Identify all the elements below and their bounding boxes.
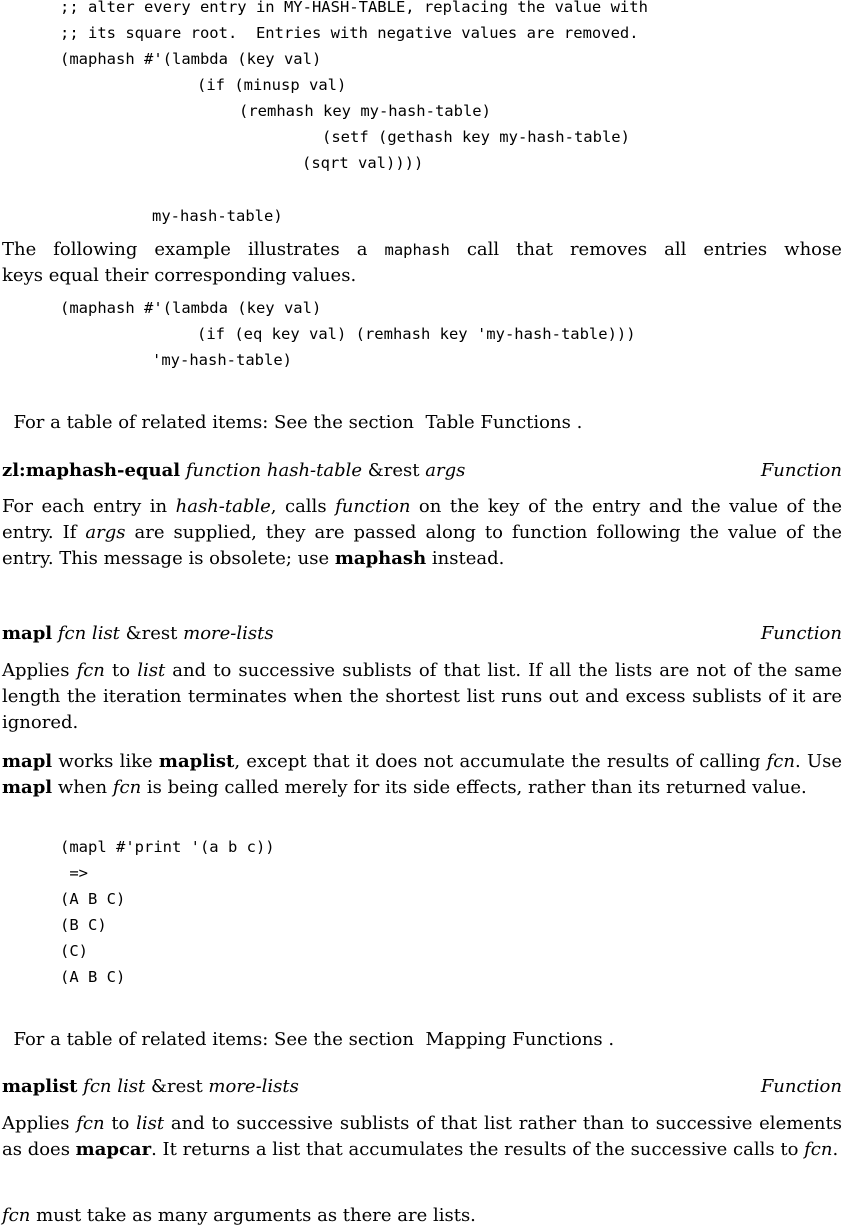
- code-line: (if (eq key val) (remhash key 'my-hash-table))): [197, 325, 636, 343]
- related-items-line: [2, 384, 582, 436]
- code-line: (if (minusp val): [197, 76, 347, 94]
- function-name: zl:maphash-equal: [2, 460, 181, 481]
- section-link-table-functions[interactable]: Table Functions: [425, 412, 571, 433]
- word: The: [2, 239, 37, 260]
- rest-arg: args: [425, 460, 466, 481]
- code-line: (B C): [60, 916, 107, 934]
- entry-kind: Function: [760, 460, 842, 481]
- code-line: 'my-hash-table): [152, 351, 292, 369]
- word: example: [154, 239, 231, 260]
- punctuation: .: [576, 412, 583, 433]
- function-args: function hash-table: [185, 460, 363, 481]
- paragraph-line: keys equal their corresponding values.: [2, 265, 357, 286]
- code-line: my-hash-table): [152, 207, 283, 225]
- code-line: (A B C): [60, 968, 126, 986]
- word: entries: [703, 239, 768, 260]
- section-link-mapping-functions[interactable]: Mapping Functions: [425, 1029, 603, 1050]
- rest-arg: more-lists: [183, 623, 274, 644]
- paragraph-mapl-1: Applies fcn to list and to successive sublists of that list. If all the lists are not of the same length the iteration terminates when the shortest list runs out and excess sublists of it are ignored.: [2, 660, 843, 733]
- word: illustrates: [247, 239, 340, 260]
- code-line: (sqrt val)))): [302, 154, 424, 172]
- word: whose: [784, 239, 842, 260]
- word: following: [53, 239, 138, 260]
- function-args: fcn list: [83, 1076, 146, 1097]
- related-items-text: For a table of related items: See the section: [13, 1029, 414, 1050]
- entry-kind: Function: [760, 1076, 842, 1097]
- word: removes: [569, 239, 648, 260]
- paragraph-maphash-equal: For each entry in hash-table, calls function on the key of the entry and the value of the entry. If args are supplied, they are passed along to function following the value of the entry. This message is obsolete; use maphash instead.: [2, 496, 843, 569]
- code-line: ;; its square root. Entries with negative values are removed.: [60, 24, 639, 42]
- paragraph-maplist-1: Applies fcn to list and to successive sublists of that list rather than to successive elements as does mapcar. It returns a list that accumulates the results of the successive calls to fcn.: [2, 1113, 842, 1160]
- entry-header-maphash-equal: [2, 458, 842, 484]
- justified-line: [2, 237, 842, 263]
- code-line: (maphash #'(lambda (key val): [60, 299, 322, 317]
- code-line: =>: [60, 864, 88, 882]
- inline-code: maphash: [384, 241, 450, 259]
- function-args: fcn list: [57, 623, 120, 644]
- code-line: (C): [60, 942, 88, 960]
- related-items-text: For a table of related items: See the section: [13, 412, 414, 433]
- word: all: [664, 239, 687, 260]
- related-items-line: [2, 1001, 614, 1053]
- entry-header-maplist: [2, 1074, 842, 1100]
- paragraph-maplist-2: fcn must take as many arguments as there are lists.: [2, 1205, 476, 1226]
- code-line: (remhash key my-hash-table): [239, 102, 491, 120]
- code-line: (mapl #'print '(a b c)): [60, 838, 275, 856]
- entry-header-mapl: [2, 621, 842, 647]
- code-line: (A B C): [60, 890, 126, 908]
- function-name: maplist: [2, 1076, 78, 1097]
- code-line: (setf (gethash key my-hash-table): [322, 128, 630, 146]
- rest-keyword: &rest: [150, 1076, 203, 1097]
- paragraph-maphash-example: [2, 237, 842, 289]
- paragraph-mapl-2: mapl works like maplist, except that it does not accumulate the results of calling fcn. Use mapl when fcn is being called merely for its side effects, rather than its returned value.: [2, 751, 842, 798]
- rest-keyword: &rest: [125, 623, 178, 644]
- word: that: [516, 239, 553, 260]
- punctuation: .: [608, 1029, 615, 1050]
- entry-kind: Function: [760, 623, 842, 644]
- word: a: [356, 239, 368, 260]
- rest-arg: more-lists: [208, 1076, 299, 1097]
- code-line: (maphash #'(lambda (key val): [60, 50, 322, 68]
- word: call: [466, 239, 500, 260]
- function-name: mapl: [2, 623, 53, 644]
- code-line: ;; alter every entry in MY-HASH-TABLE, replacing the value with: [60, 0, 648, 16]
- rest-keyword: &rest: [367, 460, 420, 481]
